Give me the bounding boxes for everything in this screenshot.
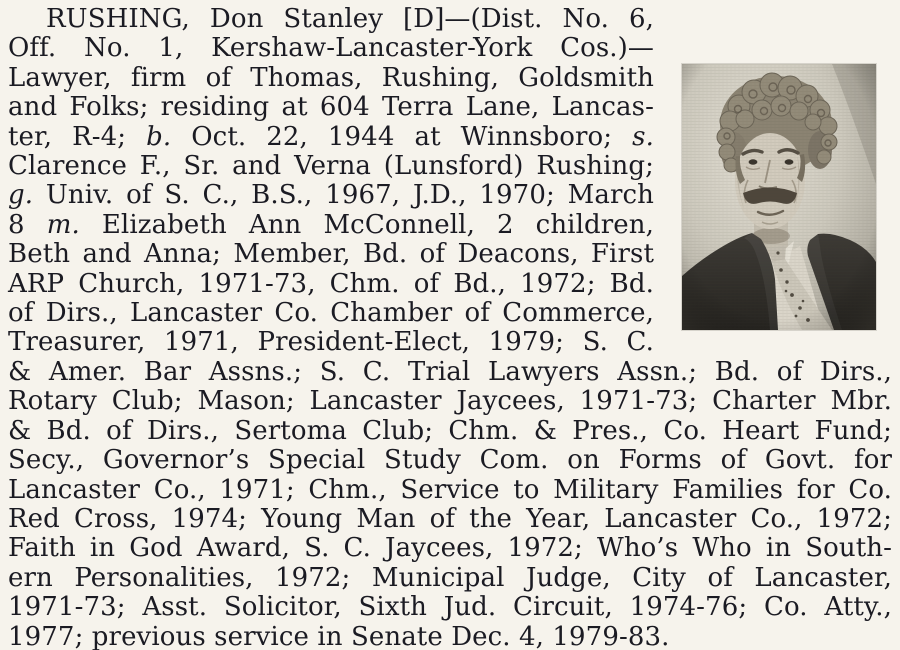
bio-line-2: Off. No. 1, Kershaw-Lancaster-York Cos.)— [8,33,654,64]
bio-line-21: 1971-73; Asst. Solicitor, Sixth Jud. Circuit, 1974-76; Co. Atty., [8,592,892,623]
bio-line-3: Lawyer, firm of Thomas, Rushing, Goldsmith [8,62,654,93]
bio-line-18: Red Cross, 1974; Young Man of the Year, Lancaster Co., 1972; [8,503,892,534]
bio-line-13: & Amer. Bar Assns.; S. C. Trial Lawyers Assn.; Bd. of Dirs., [8,357,892,387]
bio-line-7: g. Univ. of S. C., B.S., 1967, J.D., 1970; March [8,180,654,211]
bio-line-8: 8 m. Elizabeth Ann McConnell, 2 children, [8,209,654,240]
bio-line-22: 1977; previous service in Senate Dec. 4, 1979-83. [8,621,670,650]
bio-line-17: Lancaster Co., 1971; Chm., Service to Military Families for Co. [8,474,892,505]
bio-line-10: ARP Church, 1971-73, Chm. of Bd., 1972; Bd. [8,268,654,299]
bio-line-20: ern Personalities, 1972; Municipal Judge, City of Lancaster, [8,562,892,593]
bio-line-4: and Folks; residing at 604 Terra Lane, Lancas- [8,92,654,123]
bio-line-1: RUSHING, Don Stanley [D]—(Dist. No. 6, [46,4,654,34]
entry-text-wide-column [8,358,892,650]
bio-line-14: Rotary Club; Mason; Lancaster Jaycees, 1971-73; Charter Mbr. [8,386,892,417]
portrait-photo [682,64,876,330]
bio-line-12: Treasurer, 1971, President-Elect, 1979; S. C. [8,327,654,358]
entry-text-narrow-column [8,5,654,358]
portrait-illustration [682,64,876,330]
bio-line-9: Beth and Anna; Member, Bd. of Deacons, First [8,239,654,270]
bio-line-11: of Dirs., Lancaster Co. Chamber of Commerce, [8,297,654,328]
bio-line-19: Faith in God Award, S. C. Jaycees, 1972; Who’s Who in South- [8,533,892,564]
bio-line-6: Clarence F., Sr. and Verna (Lunsford) Rushing; [8,150,654,181]
bio-line-16: Secy., Governor’s Special Study Com. on Forms of Govt. for [8,445,892,476]
bio-line-15: & Bd. of Dirs., Sertoma Club; Chm. & Pres., Co. Heart Fund; [8,415,892,446]
bio-line-5: ter, R-4; b. Oct. 22, 1944 at Winnsboro; s. [8,121,654,152]
